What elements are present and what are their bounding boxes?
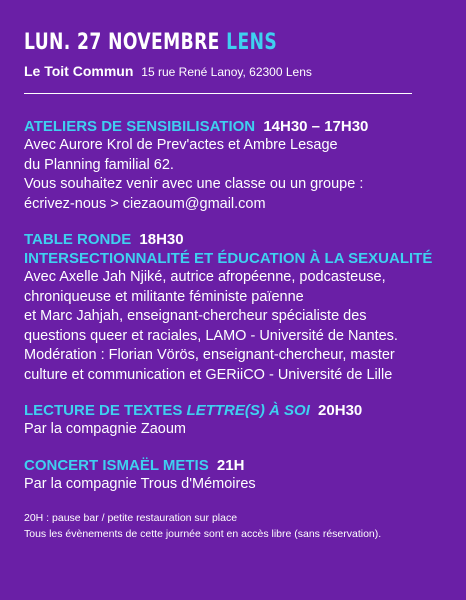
section-ateliers bbox=[24, 117, 444, 214]
concert-line: Par la compagnie Trous d'Mémoires bbox=[24, 475, 256, 492]
table-ronde-subtitle-text: INTERSECTIONNALITÉ ET ÉDUCATION À LA SEXUALITÉ bbox=[24, 250, 433, 267]
ateliers-body bbox=[24, 136, 444, 214]
table-ronde-line: chroniqueuse et militante féministe païenne bbox=[24, 288, 304, 305]
table-ronde-heading bbox=[24, 230, 444, 249]
table-ronde-time: 18H30 bbox=[139, 231, 184, 248]
table-ronde-subtitle bbox=[24, 249, 444, 268]
lecture-title-italic: LETTRE(S) À SOI bbox=[186, 402, 310, 419]
table-ronde-line: et Marc Jahjah, enseignant-chercheur spécialiste des bbox=[24, 308, 367, 324]
lecture-title: LECTURE DE TEXTES bbox=[24, 402, 183, 419]
footer-line: Tous les évènements de cette journée sont en accès libre (sans réservation). bbox=[24, 528, 382, 540]
venue-line bbox=[24, 62, 444, 81]
ateliers-time: 14H30 – 17H30 bbox=[263, 118, 369, 135]
section-lecture bbox=[24, 401, 444, 440]
event-date-heading bbox=[24, 30, 352, 56]
footer-line: 20H : pause bar / petite restauration sur place bbox=[24, 512, 238, 524]
event-program bbox=[24, 30, 444, 542]
venue-name: Le Toit Commun bbox=[24, 63, 134, 79]
concert-heading bbox=[24, 456, 444, 475]
header-divider bbox=[24, 93, 412, 94]
concert-title: CONCERT ISMAËL METIS bbox=[24, 456, 209, 474]
ateliers-title: ATELIERS DE SENSIBILISATION bbox=[24, 118, 256, 135]
lecture-time: 20H30 bbox=[318, 402, 363, 419]
ateliers-line: Vous souhaitez venir avec une classe ou un groupe : bbox=[24, 176, 364, 192]
event-city: LENS bbox=[226, 30, 278, 55]
ateliers-line: du Planning familial 62. bbox=[24, 156, 174, 173]
ateliers-email-line[interactable]: écrivez-nous > ciezaoum@gmail.com bbox=[24, 195, 266, 212]
table-ronde-body bbox=[24, 268, 444, 385]
table-ronde-title: TABLE RONDE bbox=[24, 231, 132, 248]
lecture-line: Par la compagnie Zaoum bbox=[24, 421, 186, 437]
lecture-body bbox=[24, 420, 444, 440]
table-ronde-line: Avec Axelle Jah Njiké, autrice afropéenne, podcasteuse, bbox=[24, 269, 386, 285]
concert-body bbox=[24, 475, 444, 495]
ateliers-line: Avec Aurore Krol de Prev'actes et Ambre Lesage bbox=[24, 137, 338, 153]
section-concert bbox=[24, 456, 444, 495]
lecture-heading bbox=[24, 401, 444, 420]
venue-address: 15 rue René Lanoy, 62300 Lens bbox=[141, 65, 312, 79]
event-date: LUN. 27 NOVEMBRE bbox=[24, 30, 220, 55]
table-ronde-line: questions queer et raciales, LAMO - Université de Nantes. bbox=[24, 327, 398, 344]
concert-time: 21H bbox=[216, 456, 245, 474]
footer-notes bbox=[24, 510, 444, 542]
table-ronde-line: culture et communication et GERiiCO - Université de Lille bbox=[24, 366, 393, 383]
table-ronde-line: Modération : Florian Vörös, enseignant-chercheur, master bbox=[24, 347, 395, 363]
section-table-ronde bbox=[24, 230, 444, 385]
ateliers-heading bbox=[24, 117, 444, 136]
